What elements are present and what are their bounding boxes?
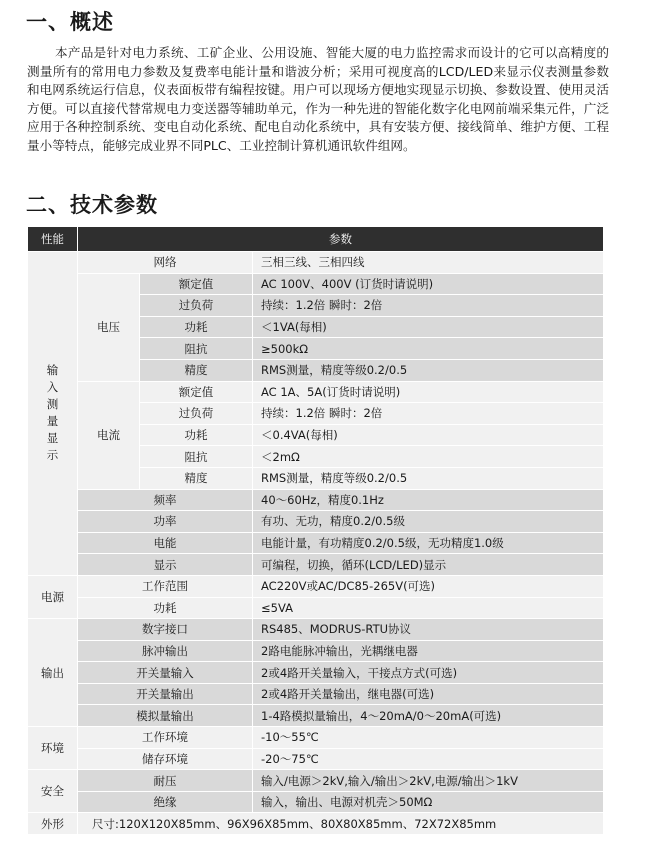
row-value: ≤5VA (253, 597, 604, 619)
group-output: 输出 (28, 619, 78, 727)
table-row (28, 252, 604, 274)
table-row (28, 640, 604, 662)
section-title-specs: 二、技术参数 (26, 193, 158, 217)
spec-table (27, 226, 604, 835)
row-label: 功耗 (140, 424, 253, 446)
table-row (28, 683, 604, 705)
table-row (28, 727, 604, 749)
row-label: 耐压 (78, 770, 253, 792)
table-row (28, 748, 604, 770)
table-row (28, 597, 604, 619)
table-row (28, 770, 604, 792)
row-value: 输入/电源＞2kV,输入/输出＞2kV,电源/输出＞1kV (253, 770, 604, 792)
row-value: -10～55℃ (253, 727, 604, 749)
table-row (28, 273, 604, 295)
header-performance: 性能 (28, 227, 78, 252)
row-value: 有功、无功，精度0.2/0.5级 (253, 511, 604, 533)
table-header-row (28, 227, 604, 252)
row-label: 精度 (140, 467, 253, 489)
row-label: 脉冲输出 (78, 640, 253, 662)
row-label: 绝缘 (78, 791, 253, 813)
row-value: 持续：1.2倍 瞬时：2倍 (253, 403, 604, 425)
row-value: ＜1VA(每相) (253, 316, 604, 338)
subgroup-voltage: 电压 (78, 273, 140, 381)
row-label: 数字接口 (78, 619, 253, 641)
row-label: 过负荷 (140, 403, 253, 425)
table-row (28, 705, 604, 727)
row-label: 额定值 (140, 381, 253, 403)
row-value: 2路电能脉冲输出，光耦继电器 (253, 640, 604, 662)
table-row (28, 511, 604, 533)
table-row (28, 532, 604, 554)
row-label: 开关量输出 (78, 683, 253, 705)
group-input-display: 输入测量显示 (28, 252, 78, 576)
row-value: RMS测量，精度等级0.2/0.5 (253, 359, 604, 381)
row-label: 频率 (78, 489, 253, 511)
row-value: AC220V或AC/DC85-265V(可选) (253, 575, 604, 597)
row-label: 精度 (140, 359, 253, 381)
row-label: 电能 (78, 532, 253, 554)
table-row (28, 813, 604, 835)
row-label: 功率 (78, 511, 253, 533)
row-value: ＜0.4VA(每相) (253, 424, 604, 446)
group-power: 电源 (28, 575, 78, 618)
row-value: AC 100V、400V (订货时请说明) (253, 273, 604, 295)
header-parameters: 参数 (78, 227, 604, 252)
row-value: RMS测量，精度等级0.2/0.5 (253, 467, 604, 489)
table-row (28, 791, 604, 813)
row-value: ＜2mΩ (253, 446, 604, 468)
table-row (28, 662, 604, 684)
subgroup-current: 电流 (78, 381, 140, 489)
row-value: 2或4路开关量输出，继电器(可选) (253, 683, 604, 705)
row-value: AC 1A、5A(订货时请说明) (253, 381, 604, 403)
table-row (28, 554, 604, 576)
table-row (28, 619, 604, 641)
row-value: 尺寸:120X120X85mm、96X96X85mm、80X80X85mm、72X72X85mm (78, 813, 604, 835)
row-value: 2或4路开关量输入，干接点方式(可选) (253, 662, 604, 684)
row-label: 模拟量输出 (78, 705, 253, 727)
group-safety: 安全 (28, 770, 78, 813)
row-label: 开关量输入 (78, 662, 253, 684)
row-label: 额定值 (140, 273, 253, 295)
row-label: 网络 (78, 252, 253, 274)
row-label: 储存环境 (78, 748, 253, 770)
row-value: 1-4路模拟量输出，4～20mA/0～20mA(可选) (253, 705, 604, 727)
row-label: 功耗 (78, 597, 253, 619)
section-title-overview: 一、概述 (26, 10, 114, 34)
row-label: 过负荷 (140, 295, 253, 317)
group-environment: 环境 (28, 727, 78, 770)
overview-paragraph: 本产品是针对电力系统、工矿企业、公用设施、智能大厦的电力监控需求而设计的它可以高精度的测量所有的常用电力参数及复费率电能计量和谐波分析；采用可视度高的LCD/LED来显示仪表测量参数和电网系统运行信息，仪表面板带有编程按键。用户可以现场方便地实现显示切换、参数设置、使用灵活方便。可以直接代替常规电力变送器等辅助单元，作为一种先进的智能化数字化电网前端采集元件，广泛应用于各种控制系统、变电自动化系统、配电自动化系统中，具有安装方便、接线简单、维护方便、工程量小等特点，能够完成业界不同PLC、工业控制计算机通讯软件组网。 (27, 45, 609, 153)
row-value: 三相三线、三相四线 (253, 252, 604, 274)
row-label: 工作范围 (78, 575, 253, 597)
row-value: ≥500kΩ (253, 338, 604, 360)
row-value: 持续：1.2倍 瞬时：2倍 (253, 295, 604, 317)
row-label: 功耗 (140, 316, 253, 338)
table-row (28, 489, 604, 511)
row-value: 电能计量，有功精度0.2/0.5级，无功精度1.0级 (253, 532, 604, 554)
row-value: 40～60Hz，精度0.1Hz (253, 489, 604, 511)
group-shape: 外形 (28, 813, 78, 835)
row-value: -20～75℃ (253, 748, 604, 770)
table-row (28, 381, 604, 403)
row-value: 输入，输出、电源对机壳＞50MΩ (253, 791, 604, 813)
row-label: 阻抗 (140, 338, 253, 360)
table-row (28, 575, 604, 597)
row-label: 阻抗 (140, 446, 253, 468)
row-label: 工作环境 (78, 727, 253, 749)
row-label: 显示 (78, 554, 253, 576)
row-value: RS485、MODRUS-RTU协议 (253, 619, 604, 641)
row-value: 可编程，切换，循环(LCD/LED)显示 (253, 554, 604, 576)
